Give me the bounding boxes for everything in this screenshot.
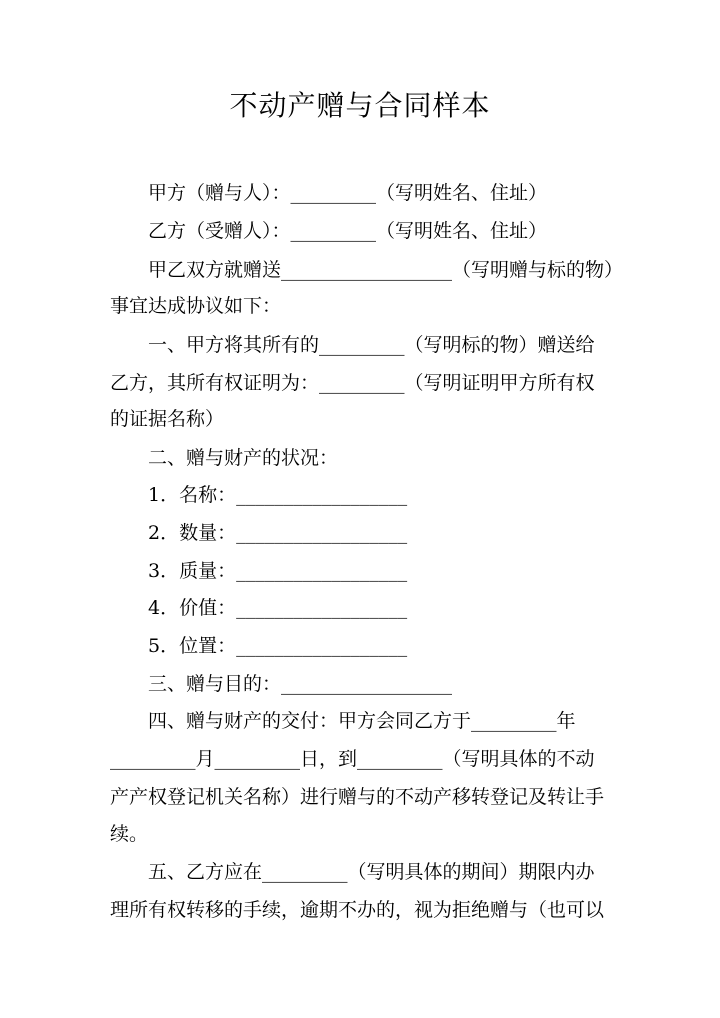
clause-4-line-2: _________月_________日，到_________（写明具体的不动 xyxy=(110,748,595,770)
clause-1-line-3: 的证据名称） xyxy=(110,408,225,430)
preamble-line-1: 甲乙双方就赠送__________________（写明赠与标的物） xyxy=(148,259,624,281)
property-location-line: 5．位置：__________________ xyxy=(148,635,408,657)
party-a-line: 甲方（赠与人）：_________（写明姓名、住址） xyxy=(148,182,548,204)
clause-5-line-1: 五、乙方应在_________（写明具体的期间）期限内办 xyxy=(148,861,595,883)
clause-4-line-3: 产产权登记机关名称）进行赠与的不动产移转登记及转让手 xyxy=(110,786,605,808)
document-title: 不动产赠与合同样本 xyxy=(229,89,491,122)
clause-5-line-2: 理所有权转移的手续，逾期不办的，视为拒绝赠与（也可以 xyxy=(110,899,605,921)
preamble-line-2: 事宜达成协议如下： xyxy=(110,295,282,317)
clause-1-line-1: 一、甲方将其所有的_________（写明标的物）赠送给 xyxy=(148,334,595,356)
clause-2-heading: 二、赠与财产的状况： xyxy=(148,447,339,469)
property-name-line: 1．名称：__________________ xyxy=(148,484,408,506)
clause-1-line-2: 乙方，其所有权证明为：_________（写明证明甲方所有权 xyxy=(110,372,595,394)
clause-4-line-1: 四、赠与财产的交付：甲方会同乙方于_________年 xyxy=(148,710,576,732)
party-b-line: 乙方（受赠人）：_________（写明姓名、住址） xyxy=(148,220,548,242)
property-quantity-line: 2．数量：__________________ xyxy=(148,522,408,544)
clause-3-line: 三、赠与目的：__________________ xyxy=(148,673,453,695)
property-value-line: 4．价值：__________________ xyxy=(148,597,408,619)
clause-4-line-4: 续。 xyxy=(110,823,149,845)
property-quality-line: 3．质量：__________________ xyxy=(148,560,408,582)
